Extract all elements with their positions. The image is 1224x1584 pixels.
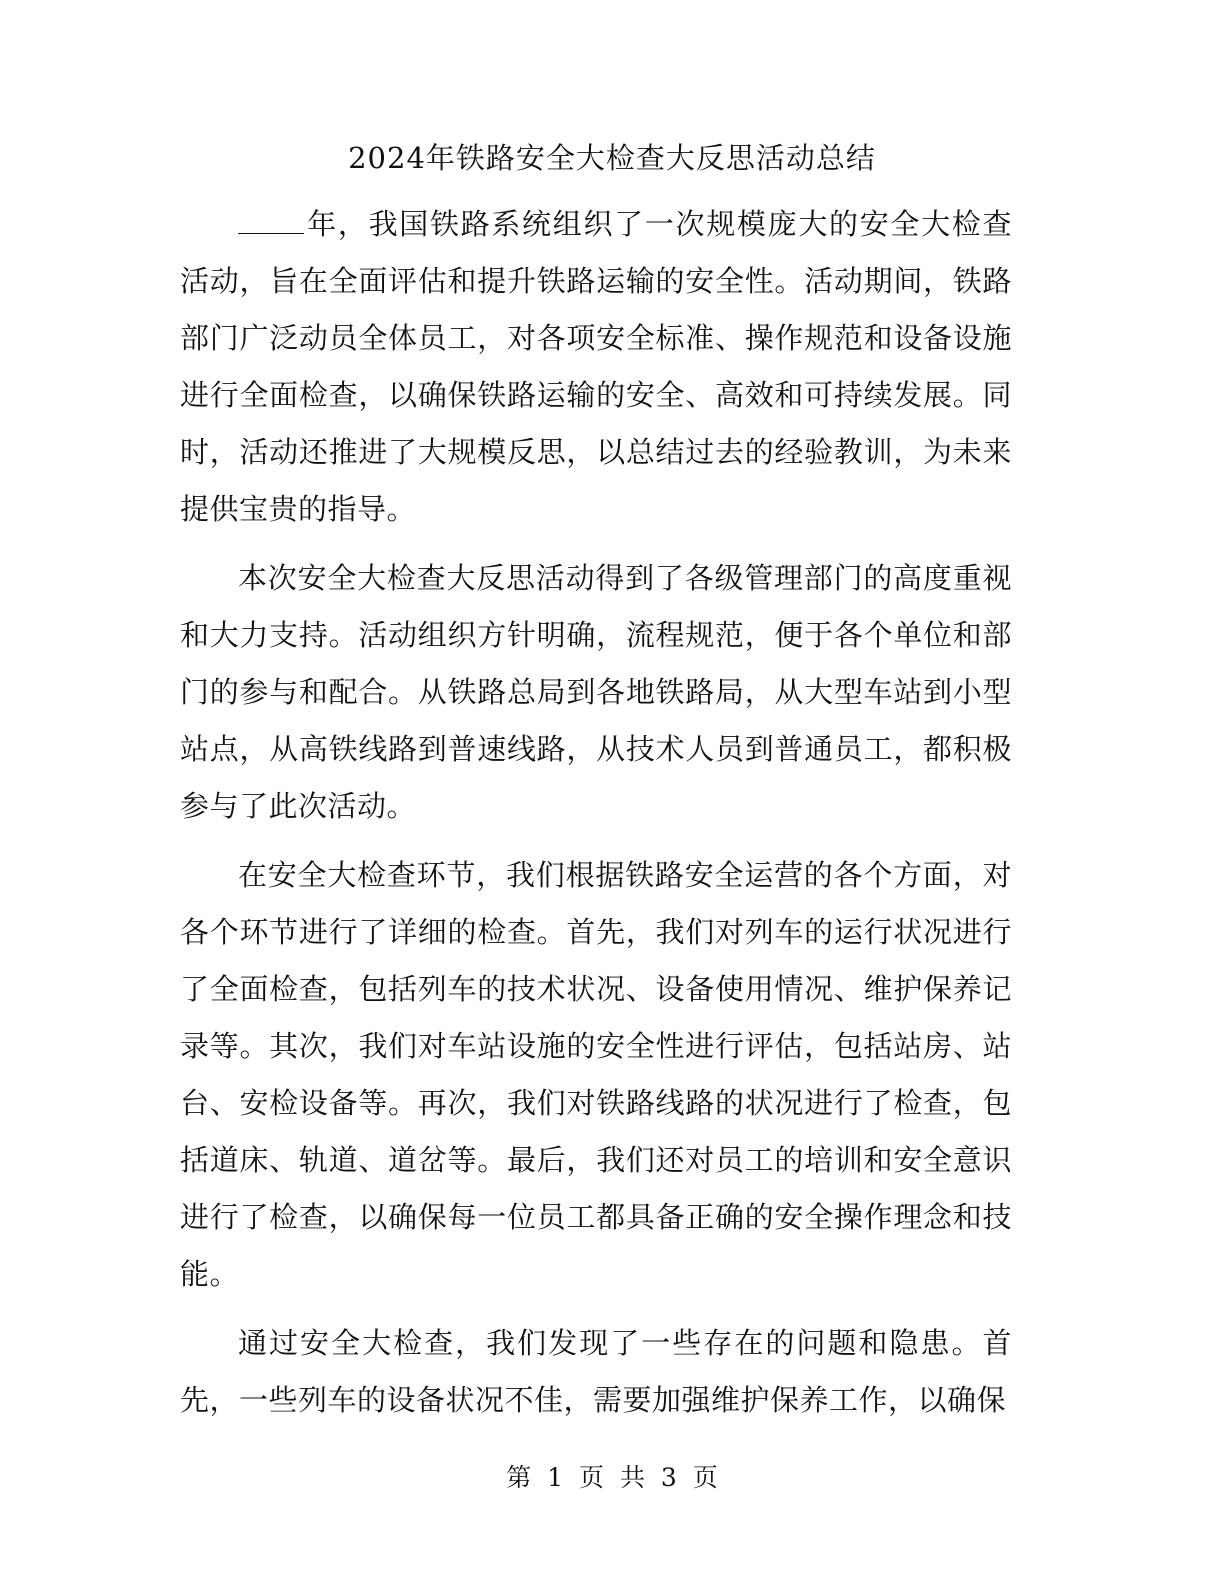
paragraph-2: 本次安全大检查大反思活动得到了各级管理部门的高度重视和大力支持。活动组织方针明确，流程规范，便于各个单位和部门的参与和配合。从铁路总局到各地铁路局，从大型车站到小型站点，从高铁线路到普速线路，从技术人员到普通员工，都积极参与了此次活动。	[180, 561, 1012, 823]
document-body	[180, 196, 1012, 1441]
paragraph-4: 通过安全大检查，我们发现了一些存在的问题和隐患。首先，一些列车的设备状况不佳，需要加强维护保养工作，以确保	[180, 1326, 1012, 1417]
blank-underline	[238, 203, 304, 234]
page-footer: 第 1 页 共 3 页	[506, 1463, 718, 1492]
paragraph-3: 在安全大检查环节，我们根据铁路安全运营的各个方面，对各个环节进行了详细的检查。首先，我们对列车的运行状况进行了全面检查，包括列车的技术状况、设备使用情况、维护保养记录等。其次，我们对车站设施的安全性进行评估，包括站房、站台、安检设备等。再次，我们对铁路线路的状况进行了检查，包括道床、轨道、道岔等。最后，我们还对员工的培训和安全意识进行了检查，以确保每一位员工都具备正确的安全操作理念和技能。	[180, 858, 1012, 1291]
document-title: 2024年铁路安全大检查大反思活动总结	[348, 141, 876, 175]
paragraph-1	[180, 196, 1012, 538]
paragraph-1-text: 年，我国铁路系统组织了一次规模庞大的安全大检查活动，旨在全面评估和提升铁路运输的安全性。活动期间，铁路部门广泛动员全体员工，对各项安全标准、操作规范和设备设施进行全面检查，以确保铁路运输的安全、高效和可持续发展。同时，活动还推进了大规模反思，以总结过去的经验教训，为未来提供宝贵的指导。	[180, 207, 1012, 526]
